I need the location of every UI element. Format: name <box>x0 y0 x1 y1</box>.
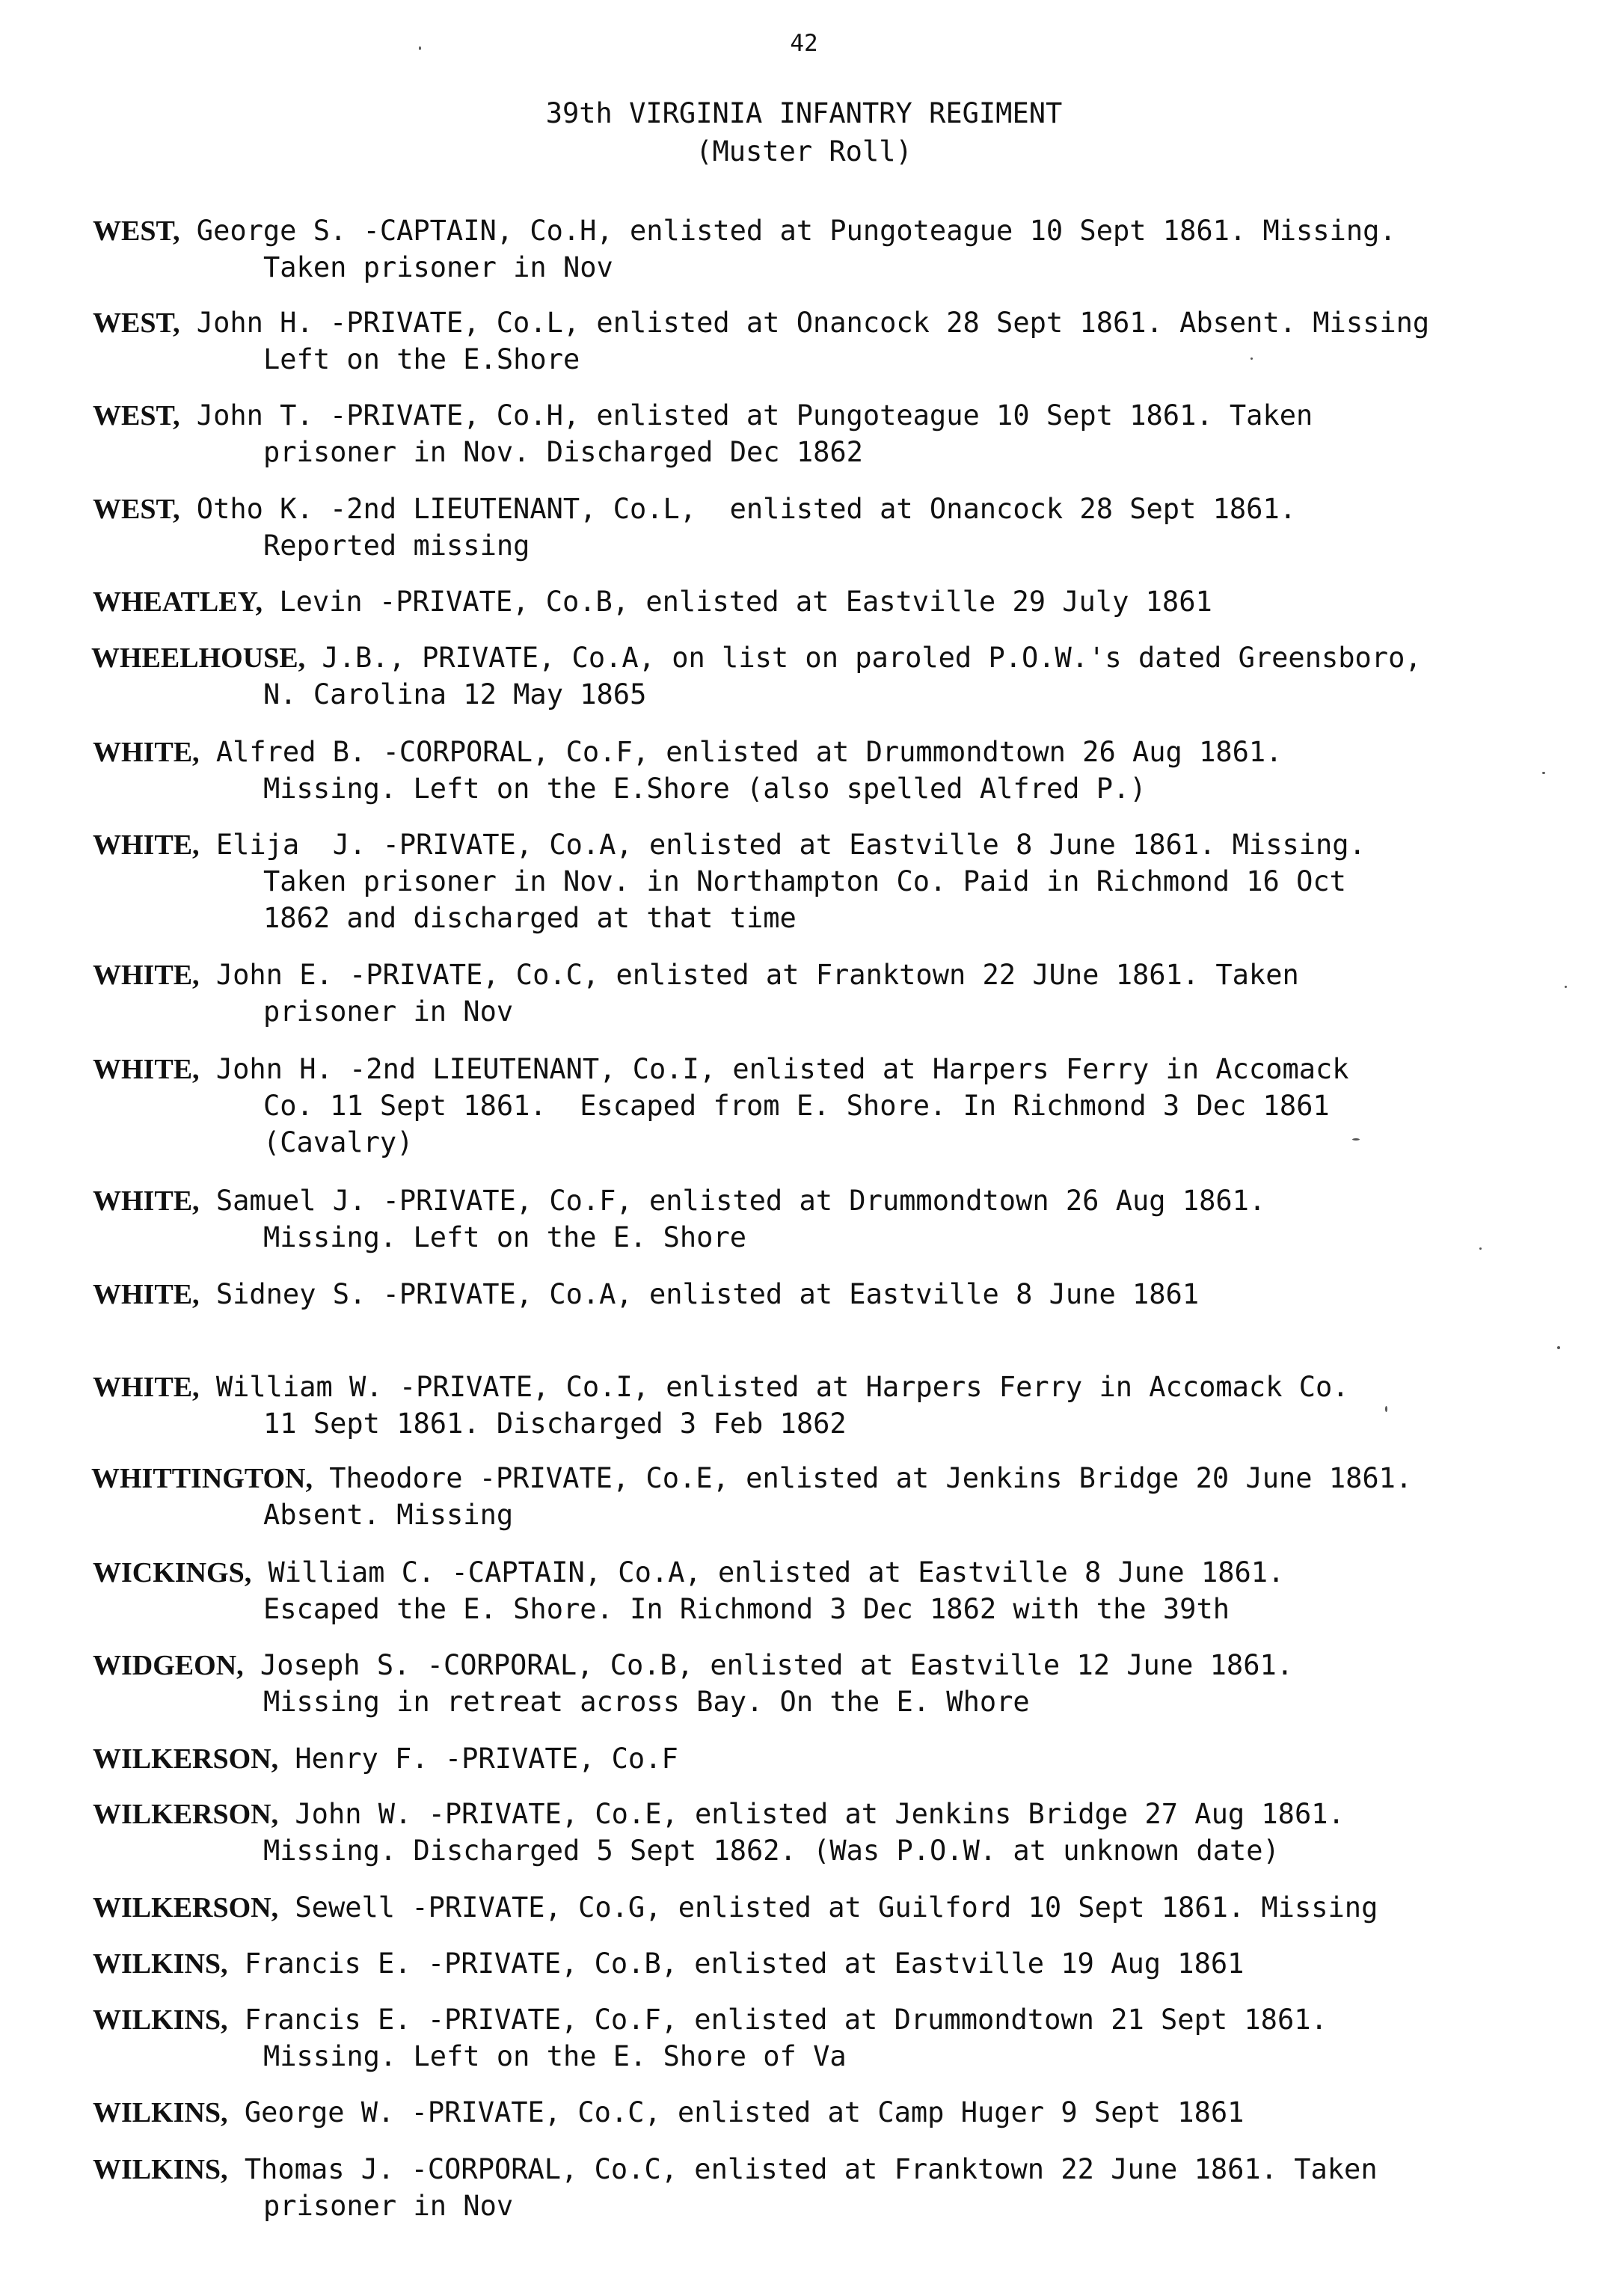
entry-surname: WHITE, <box>93 1054 200 1085</box>
entry-first-line <box>93 397 1313 435</box>
page-number: 42 <box>790 30 818 57</box>
entry-continuation: Taken prisoner in Nov <box>263 251 613 283</box>
entry-details: Alfred B. -CORPORAL, Co.F, enlisted at Drummondtown 26 Aug 1861. <box>215 736 1283 768</box>
entry-surname: WILKINS, <box>93 2004 228 2036</box>
entry-surname: WILKERSON, <box>93 1743 279 1775</box>
entry-details: Francis E. -PRIVATE, Co.B, enlisted at Eastville 19 Aug 1861 <box>244 1947 1245 1980</box>
entry-continuation: Taken prisoner in Nov. in Northampton Co. Paid in Richmond 16 Oct <box>263 865 1346 897</box>
scan-speck <box>1251 357 1253 360</box>
entry-first-line <box>93 957 1299 994</box>
entry-first-line <box>93 491 1296 528</box>
entry-surname: WHITE, <box>93 1372 200 1403</box>
entry-surname: WHITE, <box>93 960 200 991</box>
entry-continuation: prisoner in Nov <box>263 995 514 1028</box>
page-title <box>0 94 1608 171</box>
scan-speck <box>1565 986 1567 988</box>
entry-first-line <box>91 639 1422 677</box>
entry-continuation: Reported missing <box>263 530 530 562</box>
entry-continuation: 11 Sept 1861. Discharged 3 Feb 1862 <box>263 1408 847 1440</box>
scan-speck <box>1479 1247 1482 1250</box>
entry-surname: WEST, <box>93 400 180 432</box>
entry-details: John H. -2nd LIEUTENANT, Co.I, enlisted at Harpers Ferry in Accomack <box>215 1053 1349 1085</box>
entry-first-line <box>93 1554 1284 1591</box>
entry-continuation: Co. 11 Sept 1861. Escaped from E. Shore. In Richmond 3 Dec 1861 <box>263 1090 1330 1122</box>
entry-surname: WEST, <box>93 307 180 339</box>
entry-first-line <box>93 1740 678 1778</box>
title-regiment: 39th VIRGINIA INFANTRY REGIMENT <box>545 97 1063 129</box>
entry-details: Elija J. -PRIVATE, Co.A, enlisted at Eastville 8 June 1861. Missing. <box>215 829 1366 861</box>
entry-surname: WHEELHOUSE, <box>91 642 306 674</box>
entry-details: Sewell -PRIVATE, Co.G, enlisted at Guilford 10 Sept 1861. Missing <box>295 1891 1378 1924</box>
entry-first-line <box>93 1182 1265 1220</box>
entry-continuation: Absent. Missing <box>263 1499 514 1531</box>
entry-surname: WHITE, <box>93 1279 200 1310</box>
entry-surname: WILKERSON, <box>93 1799 279 1830</box>
scan-speck <box>1385 1406 1387 1412</box>
entry-continuation: (Cavalry) <box>263 1126 414 1158</box>
entry-first-line <box>93 2001 1328 2039</box>
entry-first-line <box>93 1945 1244 1983</box>
entry-surname: WILKERSON, <box>93 1892 279 1924</box>
entry-first-line <box>93 1051 1349 1088</box>
entry-details: George S. -CAPTAIN, Co.H, enlisted at Pungoteague 10 Sept 1861. Missing. <box>196 215 1396 247</box>
entry-details: William W. -PRIVATE, Co.I, enlisted at Harpers Ferry in Accomack Co. <box>215 1371 1349 1403</box>
entry-details: Otho K. -2nd LIEUTENANT, Co.L, enlisted at Onancock 28 Sept 1861. <box>196 493 1297 525</box>
entry-continuation: prisoner in Nov. Discharged Dec 1862 <box>263 436 863 468</box>
entry-details: William C. -CAPTAIN, Co.A, enlisted at Eastville 8 June 1861. <box>268 1556 1285 1589</box>
entry-continuation: Missing. Discharged 5 Sept 1862. (Was P.O.W. at unknown date) <box>263 1835 1280 1867</box>
entry-surname: WHITE, <box>93 737 200 768</box>
entry-first-line <box>93 1647 1293 1684</box>
entry-first-line <box>93 2094 1244 2131</box>
entry-first-line <box>93 2151 1378 2188</box>
entry-details: Joseph S. -CORPORAL, Co.B, enlisted at Eastville 12 June 1861. <box>260 1649 1294 1681</box>
entry-continuation: Missing. Left on the E. Shore of Va <box>263 2040 847 2072</box>
entry-first-line <box>93 1276 1199 1313</box>
entry-details: Francis E. -PRIVATE, Co.F, enlisted at Drummondtown 21 Sept 1861. <box>244 2004 1328 2036</box>
entry-details: John E. -PRIVATE, Co.C, enlisted at Franktown 22 JUne 1861. Taken <box>215 959 1299 991</box>
entry-surname: WILKINS, <box>93 2154 228 2185</box>
entry-surname: WEST, <box>93 494 180 525</box>
entry-details: John H. -PRIVATE, Co.L, enlisted at Onancock 28 Sept 1861. Absent. Missing <box>196 307 1430 339</box>
entry-details: Henry F. -PRIVATE, Co.F <box>295 1743 678 1775</box>
entry-continuation: Missing. Left on the E. Shore <box>263 1221 747 1253</box>
entry-details: Sidney S. -PRIVATE, Co.A, enlisted at Eastville 8 June 1861 <box>215 1278 1200 1310</box>
entry-surname: WIDGEON, <box>93 1650 244 1681</box>
entry-continuation: 1862 and discharged at that time <box>263 902 797 934</box>
entry-details: Theodore -PRIVATE, Co.E, enlisted at Jenkins Bridge 20 June 1861. <box>329 1462 1413 1494</box>
entry-details: J.B., PRIVATE, Co.A, on list on paroled P.O.W.'s dated Greensboro, <box>322 642 1422 674</box>
entry-details: Samuel J. -PRIVATE, Co.F, enlisted at Drummondtown 26 Aug 1861. <box>215 1185 1266 1217</box>
entry-surname: WHITE, <box>93 829 200 861</box>
entry-surname: WEST, <box>93 215 180 247</box>
scan-speck <box>419 46 421 50</box>
entry-surname: WILKINS, <box>93 1948 228 1980</box>
title-subtitle: (Muster Roll) <box>696 135 912 168</box>
entry-details: John T. -PRIVATE, Co.H, enlisted at Pungoteague 10 Sept 1861. Taken <box>196 399 1313 432</box>
entry-first-line <box>93 1889 1378 1927</box>
entry-details: John W. -PRIVATE, Co.E, enlisted at Jenkins Bridge 27 Aug 1861. <box>295 1798 1345 1830</box>
entry-details: Thomas J. -CORPORAL, Co.C, enlisted at Franktown 22 June 1861. Taken <box>244 2153 1378 2185</box>
entry-surname: WILKINS, <box>93 2097 228 2128</box>
entry-surname: WHEATLEY, <box>93 586 263 618</box>
entry-continuation: Missing. Left on the E.Shore (also spelled Alfred P.) <box>263 773 1147 805</box>
entry-first-line <box>93 583 1212 621</box>
entry-surname: WHITTINGTON, <box>91 1463 313 1494</box>
entry-first-line <box>93 1796 1345 1833</box>
entry-surname: WICKINGS, <box>93 1557 252 1589</box>
entry-first-line <box>93 734 1282 771</box>
scan-speck <box>1542 772 1545 774</box>
entry-first-line <box>93 212 1396 250</box>
entry-continuation: N. Carolina 12 May 1865 <box>263 678 647 710</box>
entry-surname: WHITE, <box>93 1185 200 1217</box>
entry-first-line <box>93 304 1429 342</box>
entry-details: George W. -PRIVATE, Co.C, enlisted at Camp Huger 9 Sept 1861 <box>244 2096 1245 2128</box>
entry-first-line <box>93 1369 1349 1406</box>
entry-continuation: Escaped the E. Shore. In Richmond 3 Dec 1862 with the 39th <box>263 1593 1230 1625</box>
entry-details: Levin -PRIVATE, Co.B, enlisted at Eastville 29 July 1861 <box>279 586 1212 618</box>
entry-continuation: Missing in retreat across Bay. On the E. Whore <box>263 1686 1030 1718</box>
entry-continuation: prisoner in Nov <box>263 2190 514 2222</box>
entry-first-line <box>93 826 1366 864</box>
entry-first-line <box>91 1460 1412 1497</box>
scan-speck <box>1557 1346 1560 1349</box>
scan-speck <box>1352 1138 1360 1141</box>
entry-continuation: Left on the E.Shore <box>263 343 580 375</box>
